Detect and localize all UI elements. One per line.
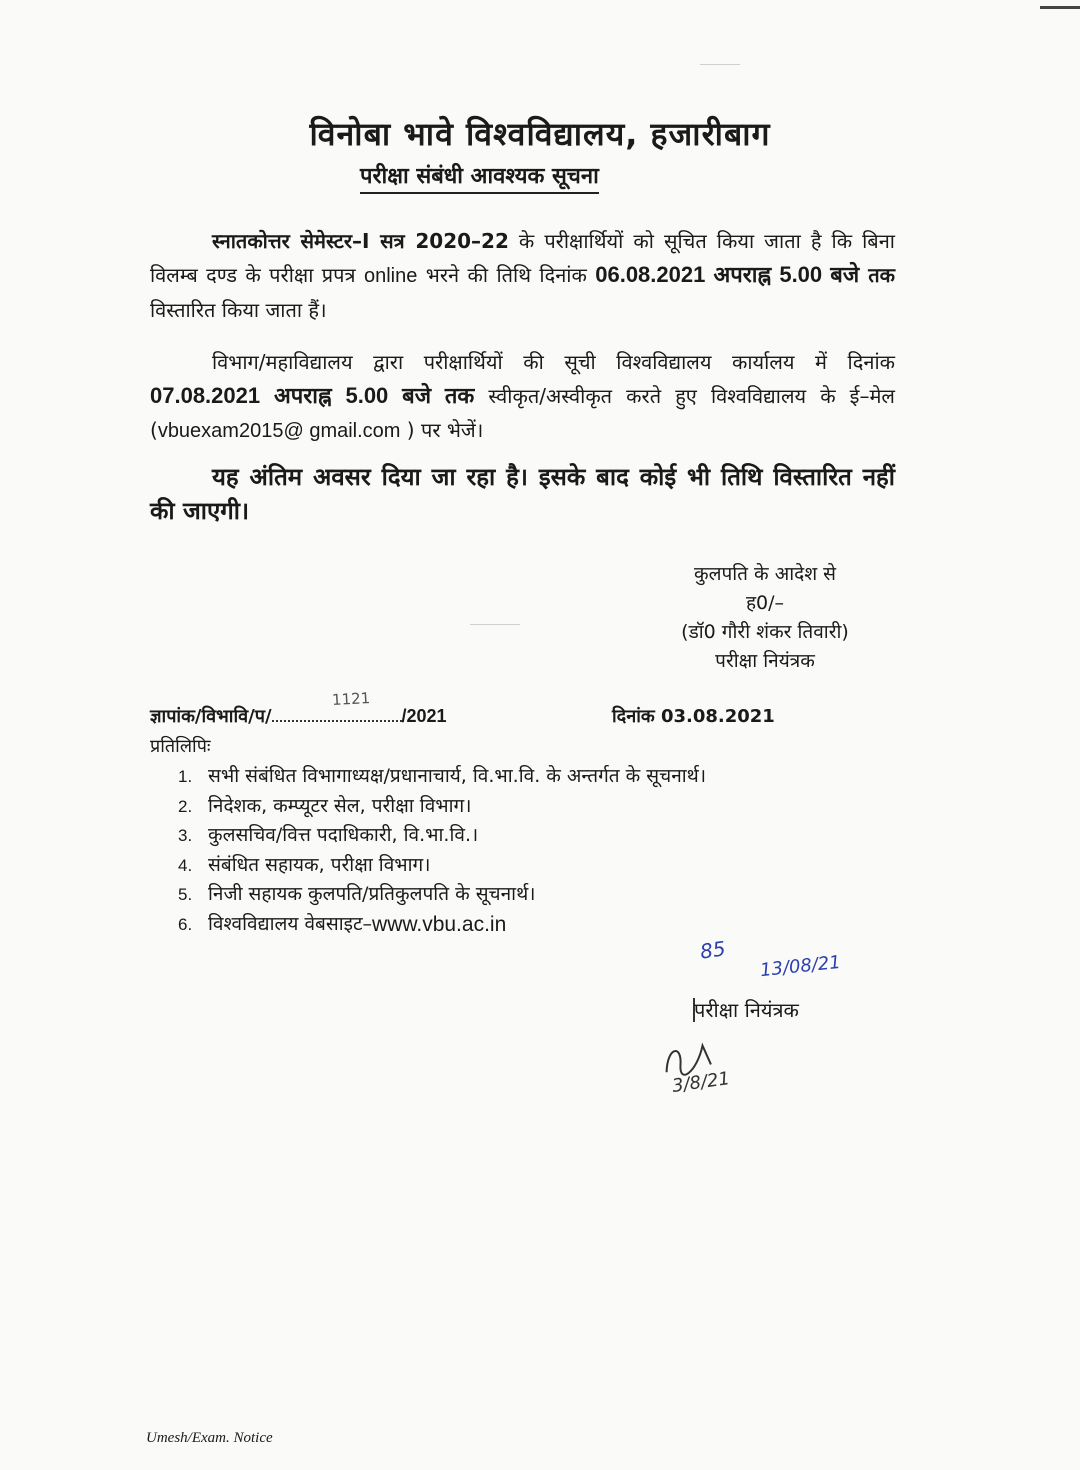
signature-block: कुलपति के आदेश से ह0/– (डॉ0 गौरी शंकर तिवारी) परीक्षा नियंत्रक	[681, 563, 849, 672]
handwritten-mark-date: 3/8/21	[670, 1068, 732, 1097]
list-item: 3. कुलसचिव/वित्त पदाधिकारी, वि.भा.वि.।	[178, 824, 479, 846]
list-item: 2. निदेशक, कम्प्यूटर सेल, परीक्षा विभाग।	[178, 794, 472, 817]
scan-smudge	[700, 64, 740, 65]
reference-dotted-line	[272, 689, 402, 722]
list-item: 6. विश्वविद्यालय वेबसाइट– www.vbu.ac.in	[178, 910, 706, 940]
handwritten-date: 13/08/21	[759, 951, 842, 982]
semester-session: स्नातकोत्तर सेमेस्टर–I सत्र 2020–22	[212, 229, 509, 253]
reference-number: ज्ञापांक/विभावि/प/ 1121 /2021	[150, 689, 447, 727]
handwritten-reference-number: 1121	[331, 689, 371, 709]
scan-edge-mark	[1040, 6, 1080, 9]
paragraph-extension-notice: स्नातकोत्तर सेमेस्टर–I सत्र 2020–22 के परीक्षार्थियों को सूचित किया जाता है कि बिना विलम्ब दण्ड के परीक्षा प्रपत्र online भरने की तिथि दिनांक 06.08.2021 अपराह्न 5.00 बजे तक विस्तारित किया जाता हैं।	[150, 229, 895, 322]
copy-label: प्रतिलिपिः	[150, 736, 211, 757]
website-url: www.vbu.ac.in	[372, 912, 507, 936]
email-address: vbuexam2015@ gmail.com	[157, 420, 401, 442]
copy-list	[178, 762, 706, 939]
deadline-1: 06.08.2021 अपराह्न 5.00 बजे	[595, 262, 860, 287]
list-item: 5. निजी सहायक कुलपति/प्रतिकुलपति के सूचनार्थ।	[178, 883, 536, 905]
paragraph-department-list: विभाग/महाविद्यालय द्वारा परीक्षार्थियों की सूची विश्वविद्यालय कार्यालय में दिनांक 07.08.2021 अपराह्न 5.00 बजे तक स्वीकृत/अस्वीकृत करते हुए विश्वविद्यालय के ई–मेल (vbuexam2015@ gmail.com ) पर भेजें।	[150, 350, 895, 442]
controller-label: परीक्षा नियंत्रक	[694, 998, 799, 1022]
notice-subtitle: परीक्षा संबंधी आवश्यक सूचना	[360, 160, 599, 194]
list-item: 4. संबंधित सहायक, परीक्षा विभाग।	[178, 853, 431, 876]
university-title: विनोबा भावे विश्वविद्यालय, हजारीबाग	[309, 115, 771, 153]
issue-date: दिनांक 03.08.2021	[612, 706, 775, 727]
footer-reference: Umesh/Exam. Notice	[146, 1430, 273, 1446]
scan-smudge	[470, 624, 520, 625]
handwritten-initials: 85	[698, 936, 727, 964]
paragraph-final-chance: यह अंतिम अवसर दिया जा रहा है। इसके बाद कोई भी तिथि विस्तारित नहीं की जाएगी।	[150, 463, 895, 525]
deadline-2: 07.08.2021 अपराह्न 5.00 बजे तक	[150, 383, 475, 408]
list-item: 1. सभी संबंधित विभागाध्यक्ष/प्रधानाचार्य, वि.भा.वि. के अन्तर्गत के सूचनार्थ।	[178, 765, 707, 787]
